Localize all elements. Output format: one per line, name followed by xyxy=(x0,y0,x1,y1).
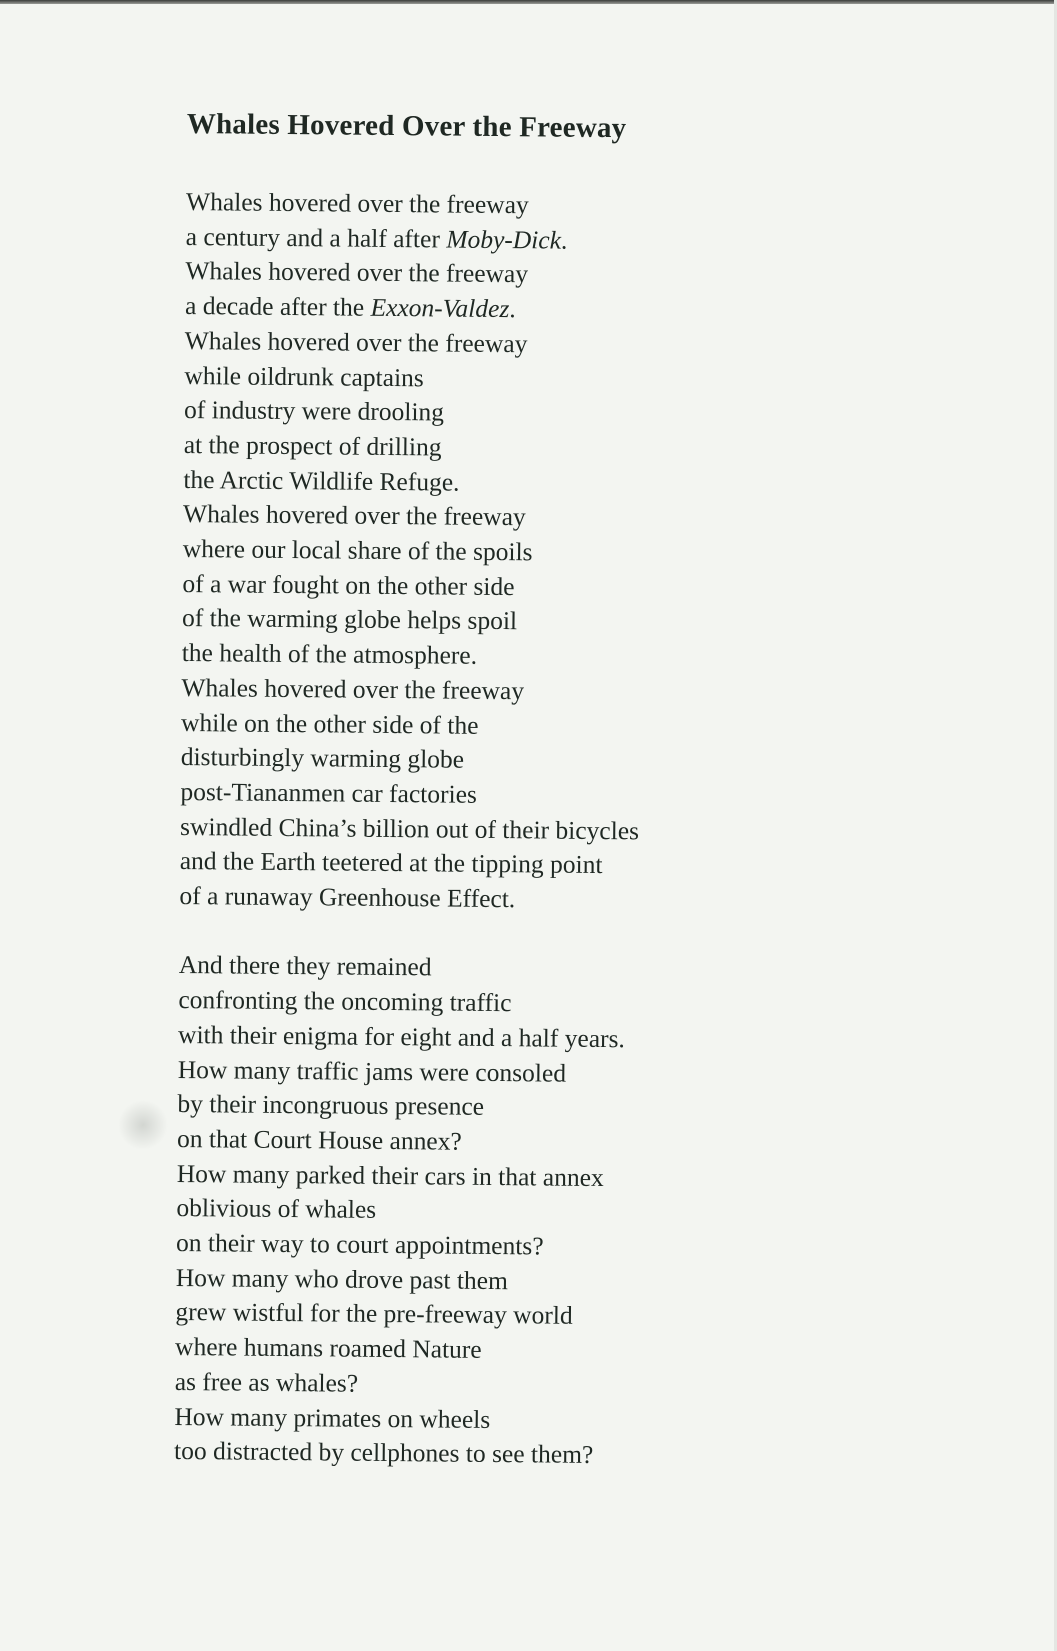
line-text: How many traffic jams were consoled xyxy=(177,1054,567,1088)
line-text: at the prospect of drilling xyxy=(183,429,442,462)
line-text: Whales hovered over the freeway xyxy=(185,186,529,220)
stanza xyxy=(174,948,879,1475)
line-text: Whales hovered over the freeway xyxy=(184,325,528,359)
line-text: with their enigma for eight and a half years. xyxy=(177,1019,626,1054)
line-text: How many who drove past them xyxy=(175,1262,509,1295)
poem-body xyxy=(174,185,886,1476)
line-text: as free as whales? xyxy=(174,1366,359,1398)
line-text: confronting the oncoming traffic xyxy=(178,985,512,1018)
line-text: Whales hovered over the freeway xyxy=(181,672,525,706)
poem-line xyxy=(174,1434,874,1475)
line-text: How many primates on wheels xyxy=(174,1401,491,1434)
line-text: while oildrunk captains xyxy=(184,360,424,392)
line-text: . xyxy=(509,294,516,324)
line-text: on that Court House annex? xyxy=(176,1123,462,1156)
line-text: post-Tiananmen car factories xyxy=(180,776,478,809)
italic-title-text: Exxon-Valdez xyxy=(370,292,510,324)
line-text: the health of the atmosphere. xyxy=(181,638,478,670)
line-text: . xyxy=(560,225,568,255)
line-text: And there they remained xyxy=(178,950,432,982)
line-text: of a runaway Greenhouse Effect. xyxy=(179,881,516,914)
stanza xyxy=(179,185,886,920)
line-text: swindled China’s billion out of their bicycles xyxy=(179,811,640,846)
line-text: where our local share of the spoils xyxy=(182,534,533,567)
line-text: a century and a half after xyxy=(185,221,447,254)
line-text: too distracted by cellphones to see them? xyxy=(173,1436,594,1470)
line-text: by their incongruous presence xyxy=(177,1089,485,1122)
line-text: grew wistful for the pre-freeway world xyxy=(175,1297,573,1331)
paper-smudge xyxy=(118,1100,168,1150)
poem-title: Whales Hovered Over the Freeway xyxy=(186,108,627,145)
line-text: disturbingly warming globe xyxy=(180,742,465,774)
line-text: of industry were drooling xyxy=(183,395,445,427)
line-text: while on the other side of the xyxy=(180,707,479,740)
italic-title-text: Moby-Dick xyxy=(446,224,562,255)
poem-line xyxy=(179,879,879,920)
line-text: a decade after the xyxy=(184,291,371,322)
poem-page xyxy=(174,108,887,1510)
line-text: Whales hovered over the freeway xyxy=(185,256,529,289)
line-text: How many parked their cars in that annex xyxy=(176,1158,604,1192)
line-text: where humans roamed Nature xyxy=(174,1332,482,1365)
line-text: the Arctic Wildlife Refuge. xyxy=(183,464,460,497)
line-text: oblivious of whales xyxy=(176,1193,377,1225)
line-text: on their way to court appointments? xyxy=(175,1228,544,1261)
line-text: and the Earth teetered at the tipping point xyxy=(179,846,603,880)
line-text: Whales hovered over the freeway xyxy=(182,499,526,532)
line-text: of the warming globe helps spoil xyxy=(181,603,518,636)
scan-top-edge xyxy=(0,0,1057,4)
line-text: of a war fought on the other side xyxy=(182,568,515,601)
